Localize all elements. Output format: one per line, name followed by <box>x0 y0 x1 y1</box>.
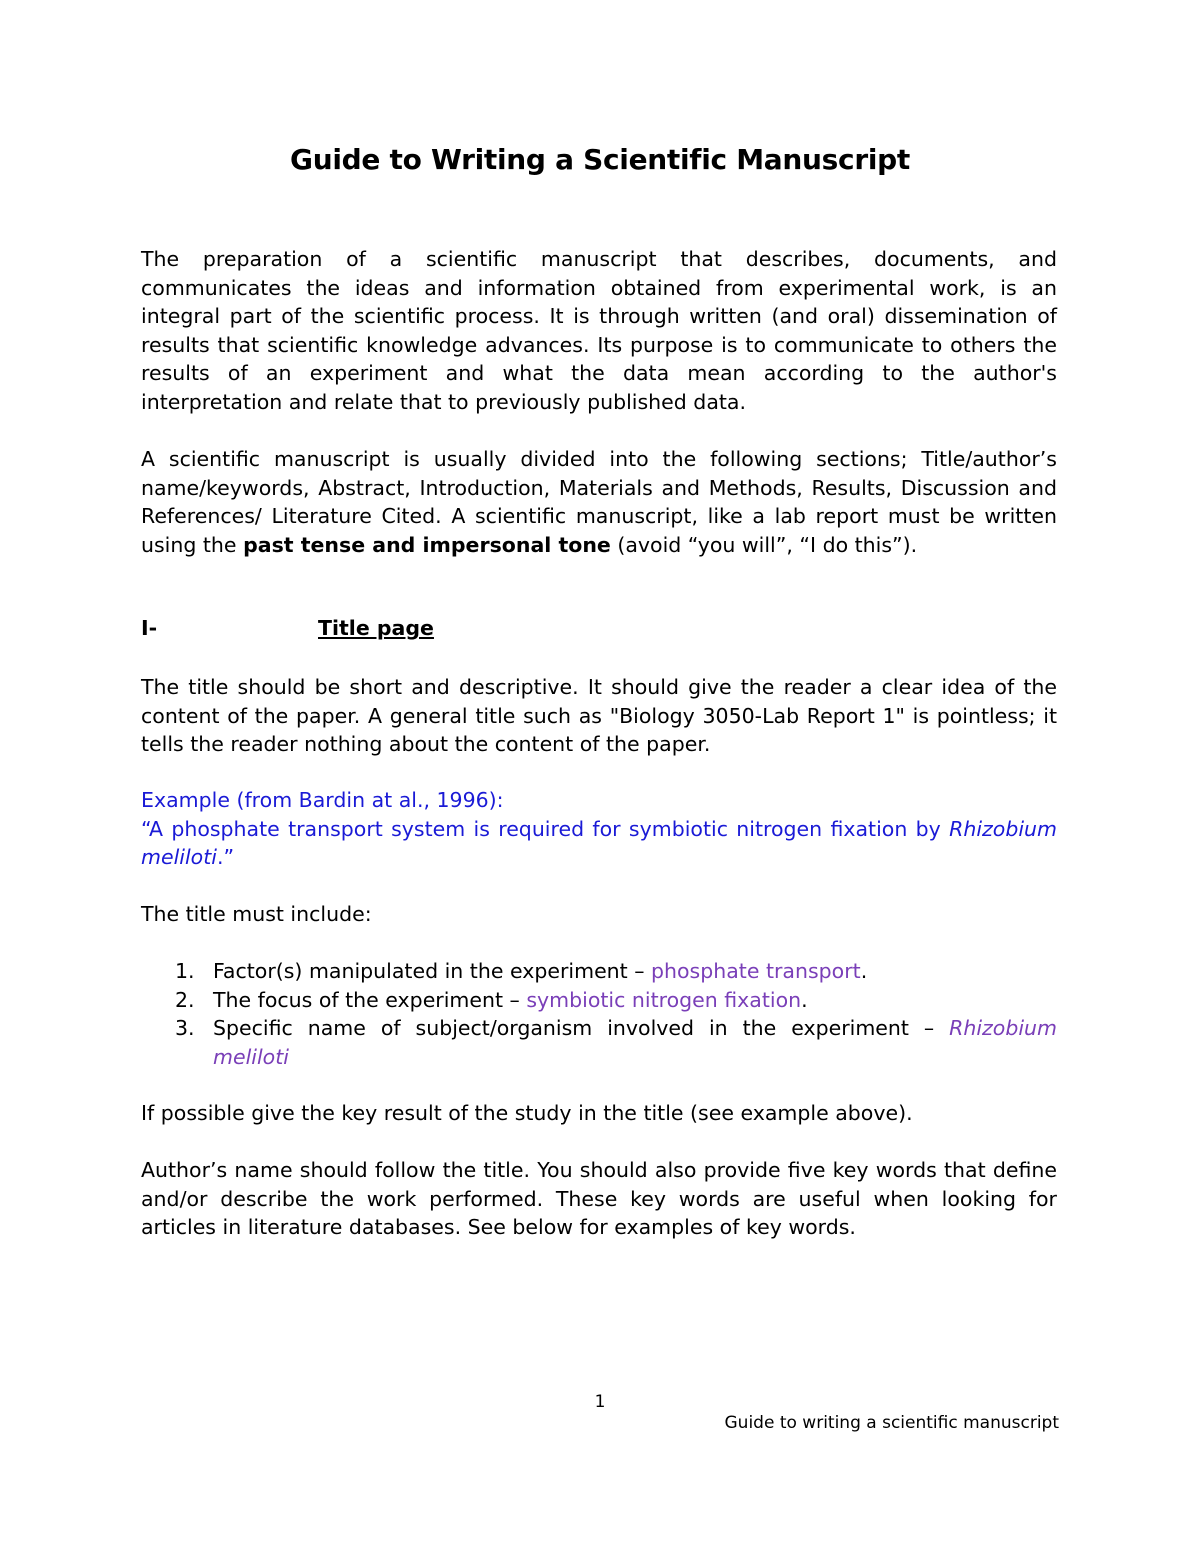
title-desc-line: content of the paper. A general title such as "Biology 3050-Lab Report 1" is pointless; it <box>141 703 1057 728</box>
page-number: 1 <box>594 1392 606 1412</box>
section-heading-title: Title page <box>318 616 434 640</box>
list-item-highlight: phosphate transport <box>651 959 861 983</box>
document-title: Guide to Writing a Scientific Manuscript <box>290 143 910 176</box>
sections-paragraph <box>141 445 1057 559</box>
example-quote-end: .” <box>216 845 235 870</box>
list-item <box>141 986 1057 1015</box>
author-line: articles in literature databases. See below for examples of key words. <box>141 1215 856 1240</box>
example-label: Example (from Bardin at al., 1996): <box>141 788 504 812</box>
author-paragraph <box>141 1156 1057 1242</box>
title-desc-line: The title should be short and descriptive. It should give the reader a clear idea of the <box>141 675 1057 699</box>
intro-line: integral part of the scientific process. It is through written (and oral) dissemination of <box>141 304 1057 329</box>
list-item <box>141 957 1057 986</box>
footer-text: Guide to writing a scientific manuscript <box>724 1413 1059 1433</box>
list-item-highlight: Rhizobium <box>949 1016 1057 1041</box>
list-item-end: . <box>801 987 808 1012</box>
intro-line: The preparation of a scientific manuscript that describes, documents, and <box>141 247 1057 271</box>
example-quote-species: meliloti <box>141 845 217 870</box>
list-item-line <box>213 1014 1057 1043</box>
example-quote-line <box>141 815 1057 844</box>
tense-suffix: (avoid “you will”, “I do this”). <box>610 532 918 557</box>
tense-prefix: using the <box>141 532 244 557</box>
list-item-text: Factor(s) manipulated in the experiment – <box>213 959 651 983</box>
list-item-highlight: symbiotic nitrogen fixation <box>526 987 802 1012</box>
sections-line: name/keywords, Abstract, Introduction, Materials and Methods, Results, Discussion and <box>141 475 1057 500</box>
intro-line: results that scientific knowledge advances. Its purpose is to communicate to others the <box>141 332 1057 357</box>
author-line: and/or describe the work performed. These key words are useful when looking for <box>141 1186 1057 1211</box>
sections-line: References/ Literature Cited. A scientific manuscript, like a lab report must be written <box>141 504 1057 529</box>
list-item-text: The focus of the experiment – <box>213 987 527 1012</box>
intro-line: results of an experiment and what the data mean according to the author's <box>141 361 1057 386</box>
tense-emphasis: past tense and impersonal tone <box>243 532 611 557</box>
list-number: 2. <box>175 987 195 1012</box>
title-desc-line: tells the reader nothing about the content of the paper. <box>141 732 711 757</box>
requirements-list <box>141 957 1057 1071</box>
tense-line <box>141 531 1057 560</box>
example-quote-genus: Rhizobium <box>949 816 1057 841</box>
section-number: I- <box>141 616 158 640</box>
list-item-highlight-2: meliloti <box>213 1044 289 1069</box>
list-number: 3. <box>175 1016 195 1041</box>
must-include-intro: The title must include: <box>141 902 372 926</box>
list-item <box>141 1014 1057 1071</box>
title-description-paragraph <box>141 673 1057 759</box>
list-item-end: . <box>860 959 868 983</box>
list-number: 1. <box>175 959 195 983</box>
list-item-text: Specific name of subject/organism involved in the experiment – <box>213 1016 950 1041</box>
key-result-paragraph: If possible give the key result of the study in the title (see example above). <box>141 1101 913 1125</box>
author-line: Author’s name should follow the title. You should also provide five key words that define <box>141 1158 1057 1182</box>
intro-paragraph <box>141 245 1057 417</box>
intro-line: interpretation and relate that to previously published data. <box>141 389 747 414</box>
sections-line: A scientific manuscript is usually divided into the following sections; Title/author’s <box>141 447 1057 471</box>
example-quote-line-2 <box>141 843 1057 872</box>
example-block <box>141 786 1057 872</box>
example-quote-text: “A phosphate transport system is required for symbiotic nitrogen fixation by <box>141 816 950 841</box>
intro-line: communicates the ideas and information obtained from experimental work, is an <box>141 275 1057 300</box>
